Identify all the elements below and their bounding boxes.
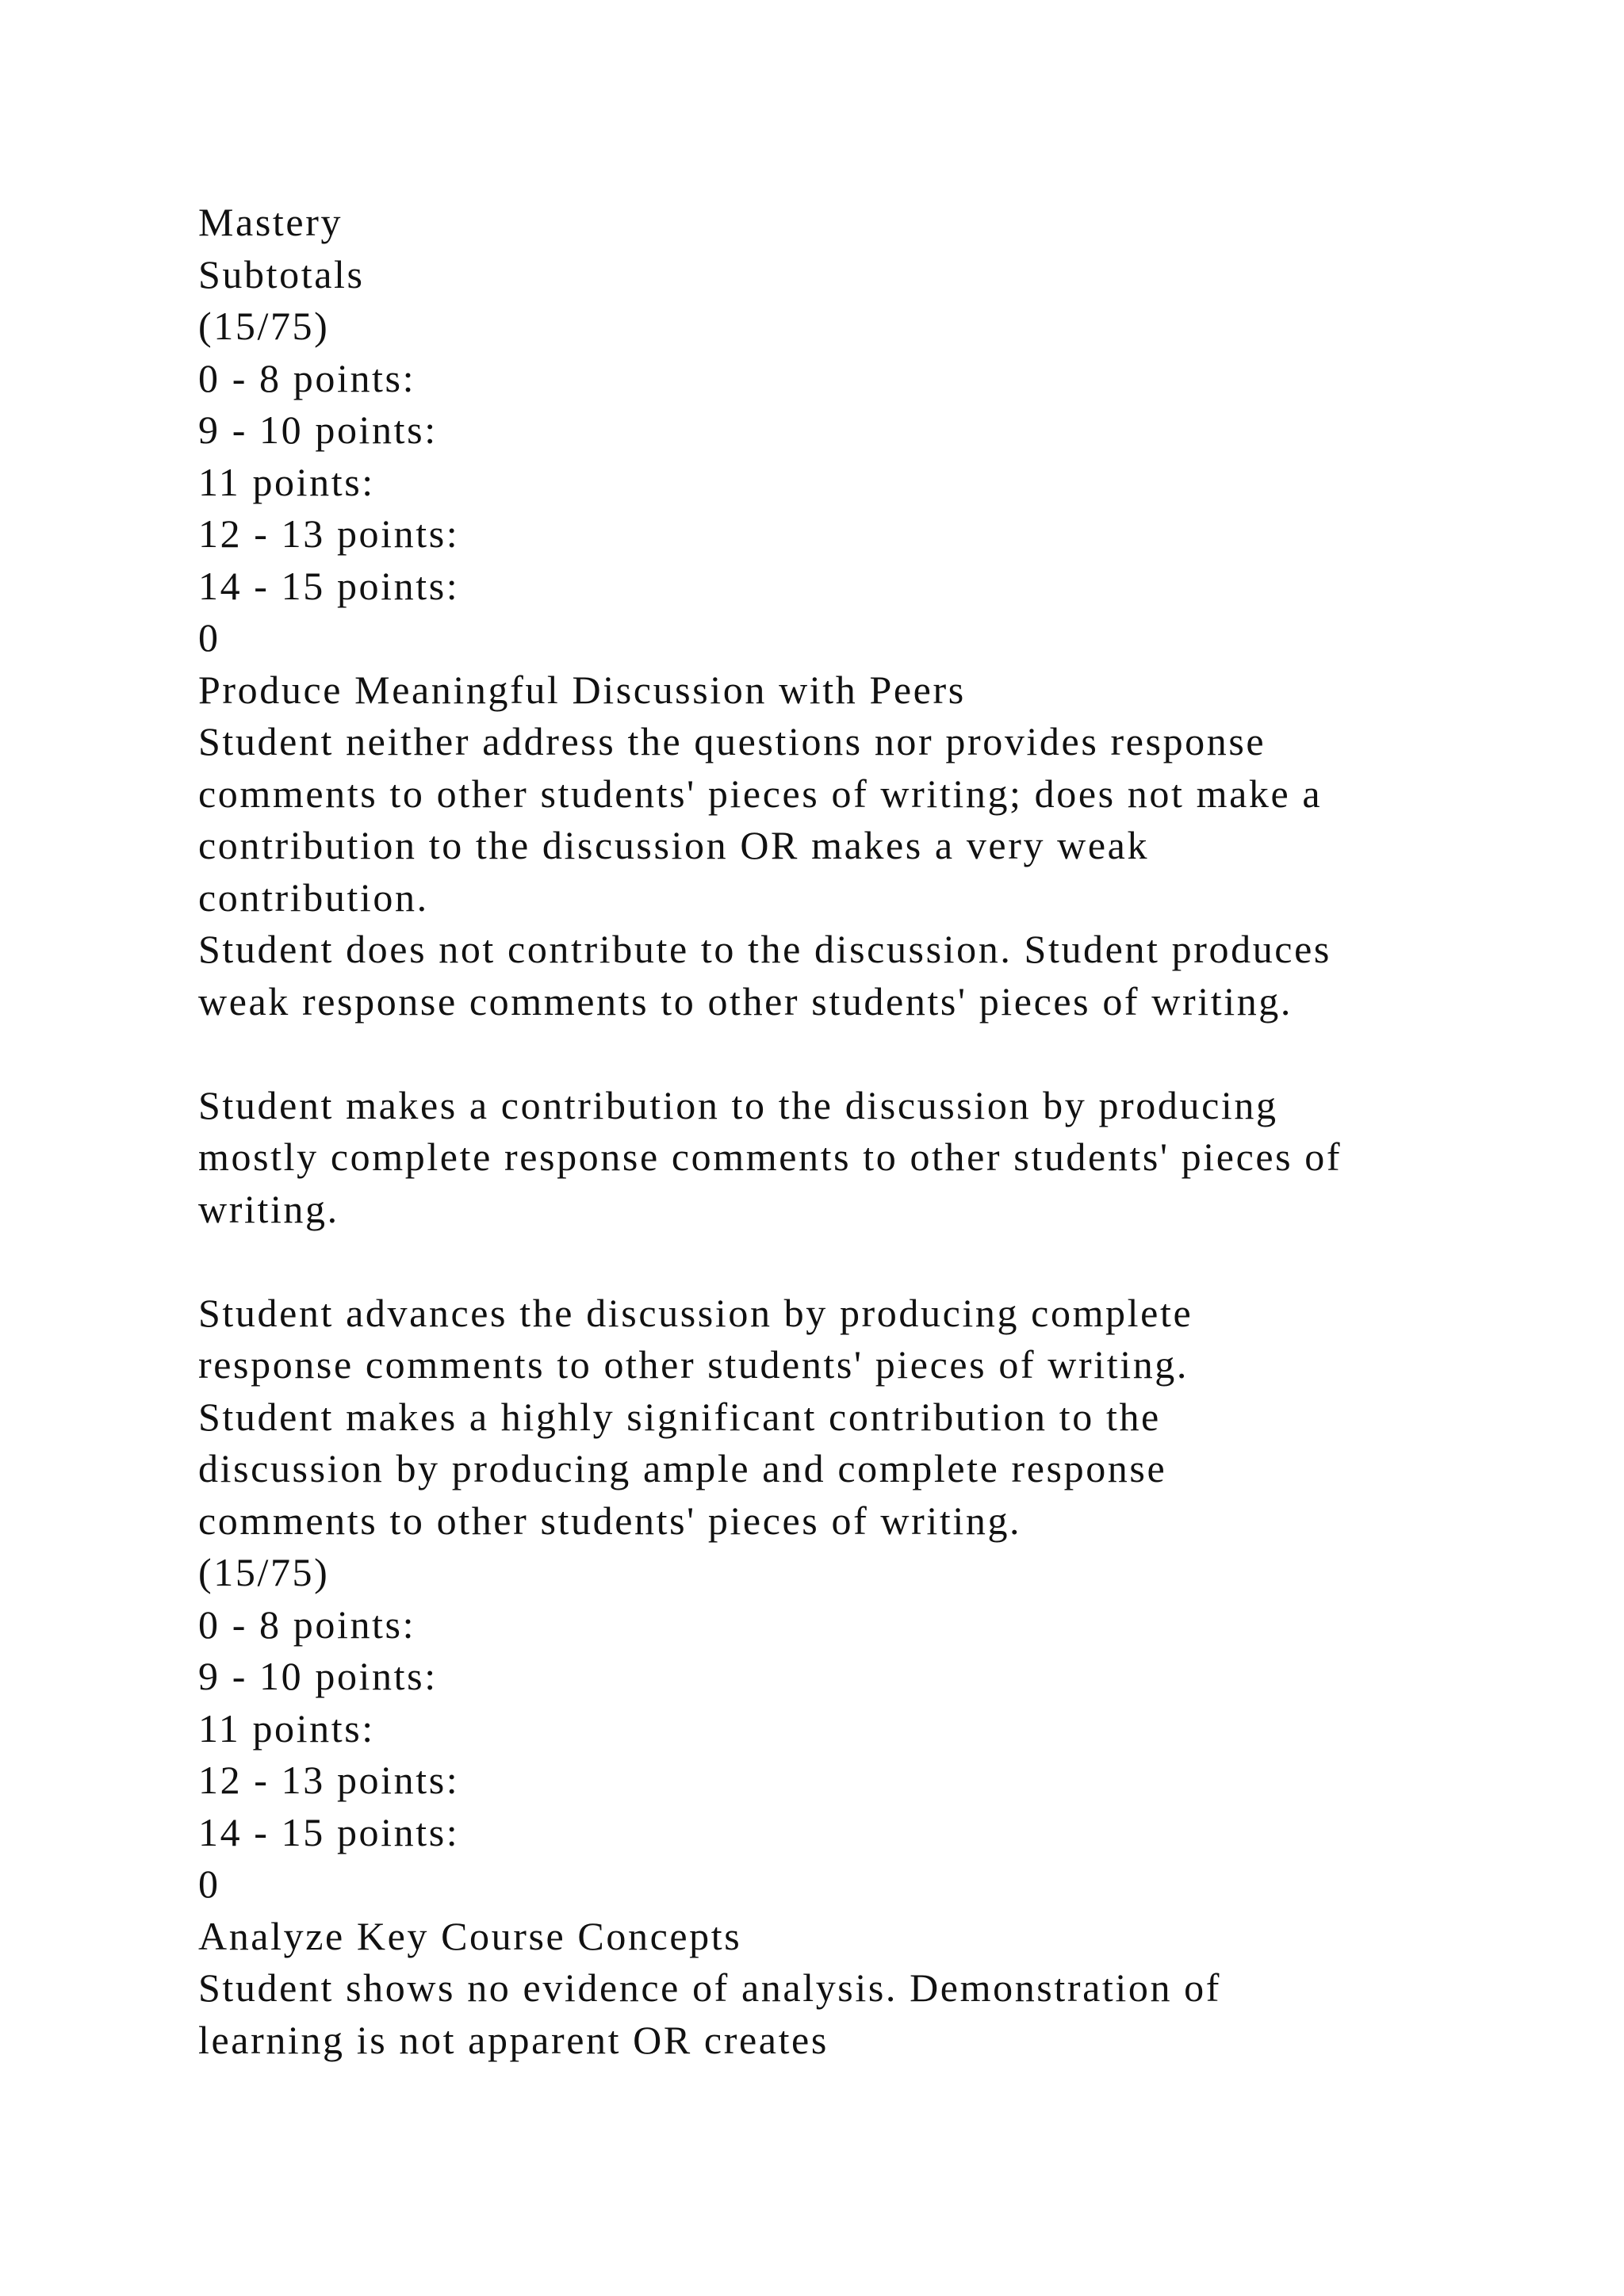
criterion-text-line: weak response comments to other students' pieces of writing. (198, 978, 1293, 1024)
score-range-level-4: 12 - 13 points: (198, 1758, 460, 1802)
document-page (198, 197, 1530, 2066)
criterion-title-analysis: Analyze Key Course Concepts (198, 1913, 742, 1958)
criterion-text-line: contribution. (198, 874, 429, 920)
subtotal-value: 0 (198, 615, 220, 660)
criterion-text-line: Student neither address the questions nor provides response (198, 719, 1266, 763)
blank-line (198, 1235, 1530, 1288)
score-range-level-2: 9 - 10 points: (198, 1654, 438, 1698)
score-range-level-3: 11 points: (198, 459, 375, 504)
criterion-text-line: Student makes a contribution to the discussion by producing (198, 1082, 1278, 1127)
criterion-text-line: response comments to other students' pieces of writing. (198, 1342, 1189, 1387)
score-range-level-1: 0 - 8 points: (198, 1601, 416, 1647)
score-range-level-2: 9 - 10 points: (198, 408, 438, 452)
score-range-level-5: 14 - 15 points: (198, 563, 460, 608)
criterion-text-line: contribution to the discussion OR makes a very weak (198, 823, 1150, 867)
subtotal-value: 0 (198, 1862, 220, 1906)
score-range-level-5: 14 - 15 points: (198, 1809, 460, 1854)
score-fraction: (15/75) (198, 1550, 330, 1594)
criterion-title-discussion: Produce Meaningful Discussion with Peers (198, 667, 966, 712)
criterion-text-line: Student advances the discussion by producing complete (198, 1290, 1193, 1335)
score-fraction: (15/75) (198, 304, 330, 348)
blank-line (198, 1027, 1530, 1080)
criterion-text-line: learning is not apparent OR creates (198, 2017, 829, 2062)
criterion-text-line: Student makes a highly significant contribution to the (198, 1394, 1161, 1439)
heading-mastery: Mastery (198, 200, 343, 244)
criterion-text-line: Student shows no evidence of analysis. Demonstration of (198, 1965, 1222, 2010)
score-range-level-3: 11 points: (198, 1705, 375, 1751)
score-range-level-1: 0 - 8 points: (198, 355, 416, 400)
criterion-text-line: comments to other students' pieces of writing. (198, 1498, 1022, 1543)
heading-subtotals: Subtotals (198, 251, 365, 297)
criterion-text-line: discussion by producing ample and complete response (198, 1446, 1167, 1490)
criterion-text-line: mostly complete response comments to other students' pieces of (198, 1135, 1342, 1179)
criterion-text-line: comments to other students' pieces of writing; does not make a (198, 771, 1323, 816)
criterion-text-line: writing. (198, 1186, 339, 1231)
criterion-text-line: Student does not contribute to the discussion. Student produces (198, 927, 1331, 971)
score-range-level-4: 12 - 13 points: (198, 511, 460, 556)
